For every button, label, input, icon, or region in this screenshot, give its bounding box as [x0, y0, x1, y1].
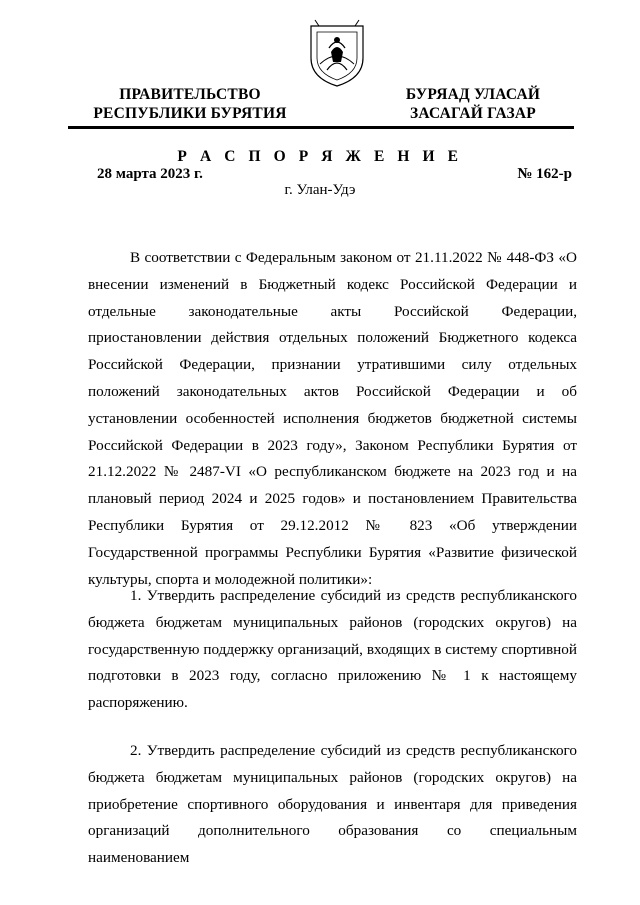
document-city: г. Улан-Удэ	[284, 182, 356, 198]
order-item-1-text: 1. Утвердить распределение субсидий из средств республиканского бюджета бюджетам муниципальных районов (городских округов) на государственную поддержку организаций, входящих в систему спортивной подготовки в 2023 году, согласно приложению № 1 к настоящему распоряжению.	[88, 587, 577, 712]
government-name-russian	[90, 85, 290, 123]
header-divider	[68, 126, 574, 129]
order-item-2	[88, 738, 577, 872]
coat-of-arms-icon	[305, 18, 369, 88]
order-item-1	[88, 583, 577, 717]
government-name-buryat	[388, 85, 558, 123]
document-number: № 162-р	[517, 166, 572, 182]
preamble-text: В соответствии с Федеральным законом от 21.11.2022 № 448-ФЗ «О внесении изменений в Бюджетный кодекс Российской Федерации и отдельные законодательные акты Российской Федерации, приостановлении действия отдельных положений Бюджетного кодекса Российской Федерации, признании утратившими силу отдельных положений законодательных актов Российской Федерации и об установлении особенностей исполнения бюджетов бюджетной системы Российской Федерации в 2023 году», Законом Республики Бурятия от 21.12.2022 № 2487-VI «О республиканском бюджете на 2023 год и на плановый период 2024 и 2025 годов» и постановлением Правительства Республики Бурятия от 29.12.2012 № 823 «Об утверждении Государственной программы Республики Бурятия «Развитие физической культуры, спорта и молодежной политики»:	[88, 249, 577, 588]
government-name-buryat-line-2: ЗАСАГАЙ ГАЗАР	[410, 105, 536, 122]
government-name-line-2: РЕСПУБЛИКИ БУРЯТИЯ	[93, 105, 287, 122]
government-name-line-1: ПРАВИТЕЛЬСТВО	[119, 86, 261, 103]
order-item-2-text: 2. Утвердить распределение субсидий из средств республиканского бюджета бюджетам муниципальных районов (городских округов) на приобретение спортивного оборудования и инвентаря для приведения организаций дополнительного образования со специальным наименованием	[88, 742, 577, 867]
document-date: 28 марта 2023 г.	[97, 166, 203, 182]
preamble-paragraph	[88, 245, 577, 593]
government-name-buryat-line-1: БУРЯАД УЛАСАЙ	[405, 86, 541, 103]
document-type-heading: Р А С П О Р Я Ж Е Н И Е	[177, 148, 463, 165]
